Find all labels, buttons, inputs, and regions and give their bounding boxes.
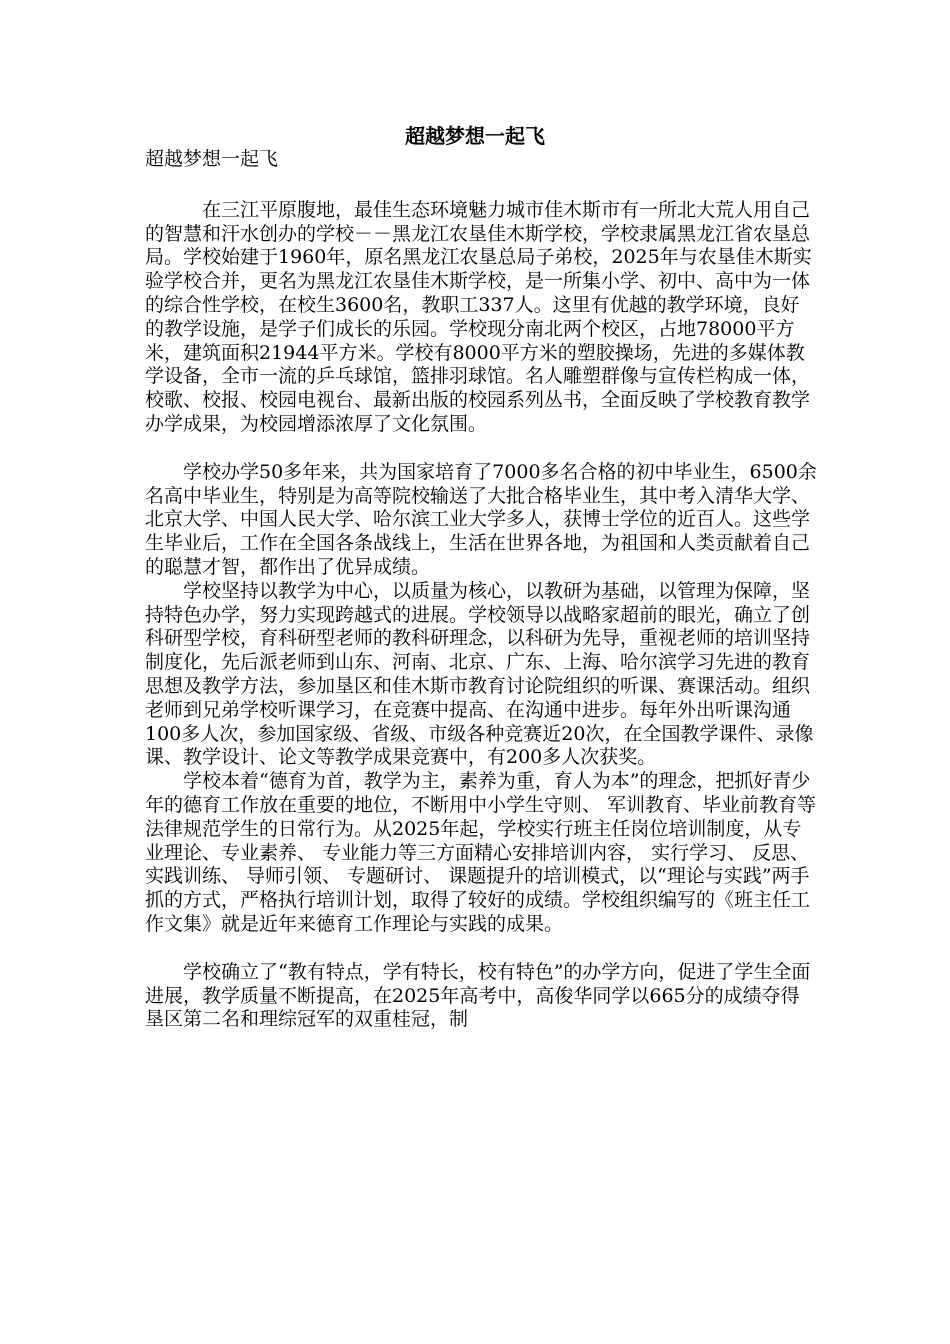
document-subtitle: 超越梦想一起飞 [145, 148, 279, 170]
document-title: 超越梦想一起飞 [405, 124, 545, 148]
paragraph-teaching-research: 学校坚持以教学为中心，以质量为核心，以教研为基础，以管理为保障，坚持特色办学，努力实现跨越式的进展。学校领导以战略家超前的眼光，确立了创科研型学校，育科研型老师的教科研理念，以科研为先导，重视老师的培训坚持制度化，先后派老师到山东、河南、北京、广东、上海、哈尔滨学习先进的教育思想及教学方法，参加垦区和佳木斯市教育讨论院组织的听课、赛课活动。组织老师到兄弟学校听课学习，在竞赛中提高、在沟通中进步。每年外出听课沟通 100多人次，参加国家级、省级、市级各种竞赛近20次，在全国教学课件、录像课、教学设计、论文等教学成果竞赛中，有200多人次获奖。 [145, 579, 814, 769]
paragraph-school-direction: 学校确立了“教有特点，学有特长，校有特色”的办学方向，促进了学生全面进展，教学质量不断提高，在2025年高考中，高俊华同学以665分的成绩夺得垦区第二名和理综冠军的双重桂冠，制 [145, 960, 811, 1031]
document-body [145, 148, 817, 1032]
paragraph-graduates: 学校办学50多年来，共为国家培育了7000多名合格的初中毕业生，6500余名高中毕业生，特别是为高等院校输送了大批合格毕业生，其中考入清华大学、北京大学、中国人民大学、哈尔滨工业大学多人，获博士学位的近百人。这些学生毕业后，工作在全国各条战线上，生活在世界各地，为祖国和人类贡献着自己的聪慧才智，都作出了优异成绩。 [145, 460, 817, 578]
paragraph-school-intro: 在三江平原腹地，最佳生态环境魅力城市佳木斯市有一所北大荒人用自己的智慧和汗水创办的学校－－黑龙江农垦佳木斯学校，学校隶属黑龙江省农垦总局。学校始建于1960年，原名黑龙江农垦总局子弟校，2025年与农垦佳木斯实验学校合并，更名为黑龙江农垦佳木斯学校，是一所集小学、初中、高中为一体的综合性学校，在校生3600名，教职工337人。这里有优越的教学环境，良好的教学设施，是学子们成长的乐园。学校现分南北两个校区，占地78000平方米，建筑面积21944平方米。学校有8000平方米的塑胶操场，先进的多媒体教学设备，全市一流的乒乓球馆，篮排羽球馆。名人雕塑群像与宣传栏构成一体，校歌、校报、校园电视台、最新出版的校园系列丛书，全面反映了学校教育教学办学成果，为校园增添浓厚了文化氛围。 [145, 198, 812, 435]
paragraph-moral-education: 学校本着“德育为首，教学为主，素养为重，育人为本”的理念，把抓好青少年的德育工作放在重要的地位，不断用中小学生守则、 军训教育、毕业前教育等法律规范学生的日常行为。从2025年起，学校实行班主任岗位培训制度，从专业理论、专业素养、 专业能力等三方面精心安排培训内容， 实行学习、 反思、 实践训练、 导师引领、 专题研讨、 课题提升的培训模式，以“理论与实践”两手抓的方式，严格执行培训计划，取得了较好的成绩。学校组织编写的《班主任工作文集》就是近年来德育工作理论与实践的成果。 [145, 770, 817, 935]
